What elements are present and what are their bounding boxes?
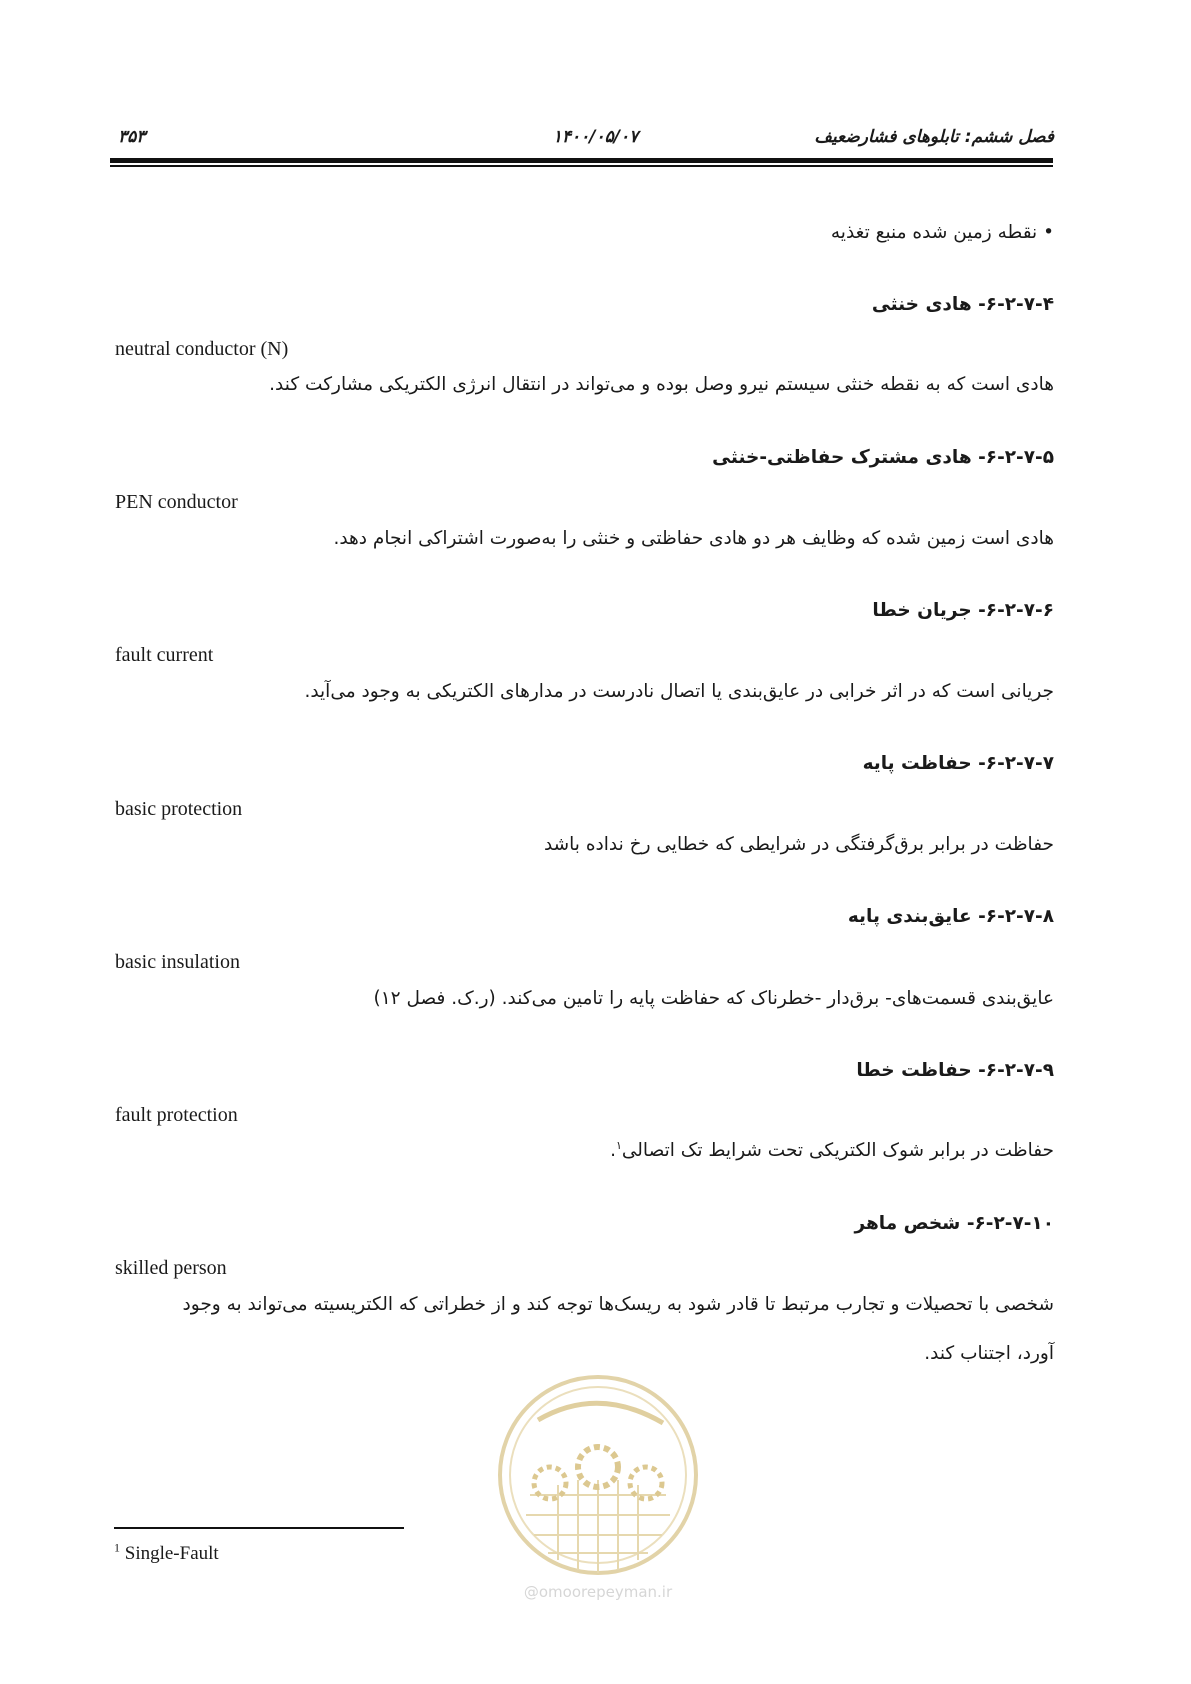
header-rule-thin xyxy=(110,165,1053,167)
watermark-logo xyxy=(478,1375,718,1605)
header-rule-thick xyxy=(110,158,1053,163)
section-heading: ۶-۲-۷-۹- حفاظت خطا xyxy=(856,1060,1054,1081)
section-body: حفاظت در برابر برق‌گرفتگی در شرایطی که خطایی رخ نداده باشد xyxy=(543,834,1054,855)
section-body: هادی است که به نقطه خنثی سیستم نیرو وصل بوده و می‌تواند در انتقال انرژی الکتریکی مشارکت کند. xyxy=(269,374,1054,395)
section-body: جریانی است که در اثر خرابی در عایق‌بندی یا اتصال نادرست در مدارهای الکتریکی به وجود می‌آید. xyxy=(304,681,1054,702)
section-body: شخصی با تحصیلات و تجارب مرتبط تا قادر شود به ریسک‌ها توجه کند و از خطراتی که الکتریسیته می‌تواند به وجود xyxy=(182,1294,1054,1315)
english-term: PEN conductor xyxy=(115,491,238,513)
chapter-title: فصل ششم: تابلوهای فشارضعیف xyxy=(814,127,1054,147)
english-term: fault current xyxy=(115,644,214,666)
footnote-mark[interactable]: ۱ xyxy=(615,1138,622,1152)
section-heading: ۶-۲-۷-۷- حفاظت پایه xyxy=(862,753,1054,774)
section-heading: ۶-۲-۷-۶- جریان خطا xyxy=(872,600,1054,621)
footnote xyxy=(114,1540,219,1565)
bullet-item: • نقطه زمین شده منبع تغذیه xyxy=(830,222,1054,243)
page-number: ۳۵۳ xyxy=(118,127,146,147)
section-heading: ۶-۲-۷-۴- هادی خنثی xyxy=(871,294,1054,315)
section-body: عایق‌بندی قسمت‌های- برق‌دار -خطرناک که حفاظت پایه را تامین می‌کند. (ر.ک. فصل ۱۲) xyxy=(373,988,1054,1009)
page-header xyxy=(0,0,1191,170)
watermark-url: @omoorepeyman.ir xyxy=(523,1583,673,1601)
header-date: ۱۴۰۰/۰۵/۰۷ xyxy=(552,127,639,147)
english-term: neutral conductor (N) xyxy=(115,338,289,360)
footnote-rule xyxy=(114,1527,404,1529)
english-term: fault protection xyxy=(115,1104,238,1126)
section-body-text: حفاظت در برابر شوک الکتریکی تحت شرایط تک اتصالی xyxy=(621,1140,1054,1161)
footnote-text: Single-Fault xyxy=(124,1543,219,1564)
section-heading: ۶-۲-۷-۸- عایق‌بندی پایه xyxy=(847,906,1054,927)
english-term: basic insulation xyxy=(115,951,240,973)
section-body-end: . xyxy=(610,1140,616,1161)
watermark-calligraphy xyxy=(538,1403,663,1423)
footnote-number: 1 xyxy=(114,1540,120,1555)
section-body-line2: آورد، اجتناب کند. xyxy=(924,1343,1054,1364)
section-heading: ۶-۲-۷-۱۰- شخص ماهر xyxy=(854,1213,1054,1234)
section-heading: ۶-۲-۷-۵- هادی مشترک حفاظتی-خنثی xyxy=(712,447,1054,468)
english-term: skilled person xyxy=(115,1257,227,1279)
section-body: هادی است زمین شده که وظایف هر دو هادی حفاظتی و خنثی را به‌صورت اشتراکی انجام دهد. xyxy=(333,528,1054,549)
english-term: basic protection xyxy=(115,798,243,820)
section-body xyxy=(610,1140,1054,1161)
